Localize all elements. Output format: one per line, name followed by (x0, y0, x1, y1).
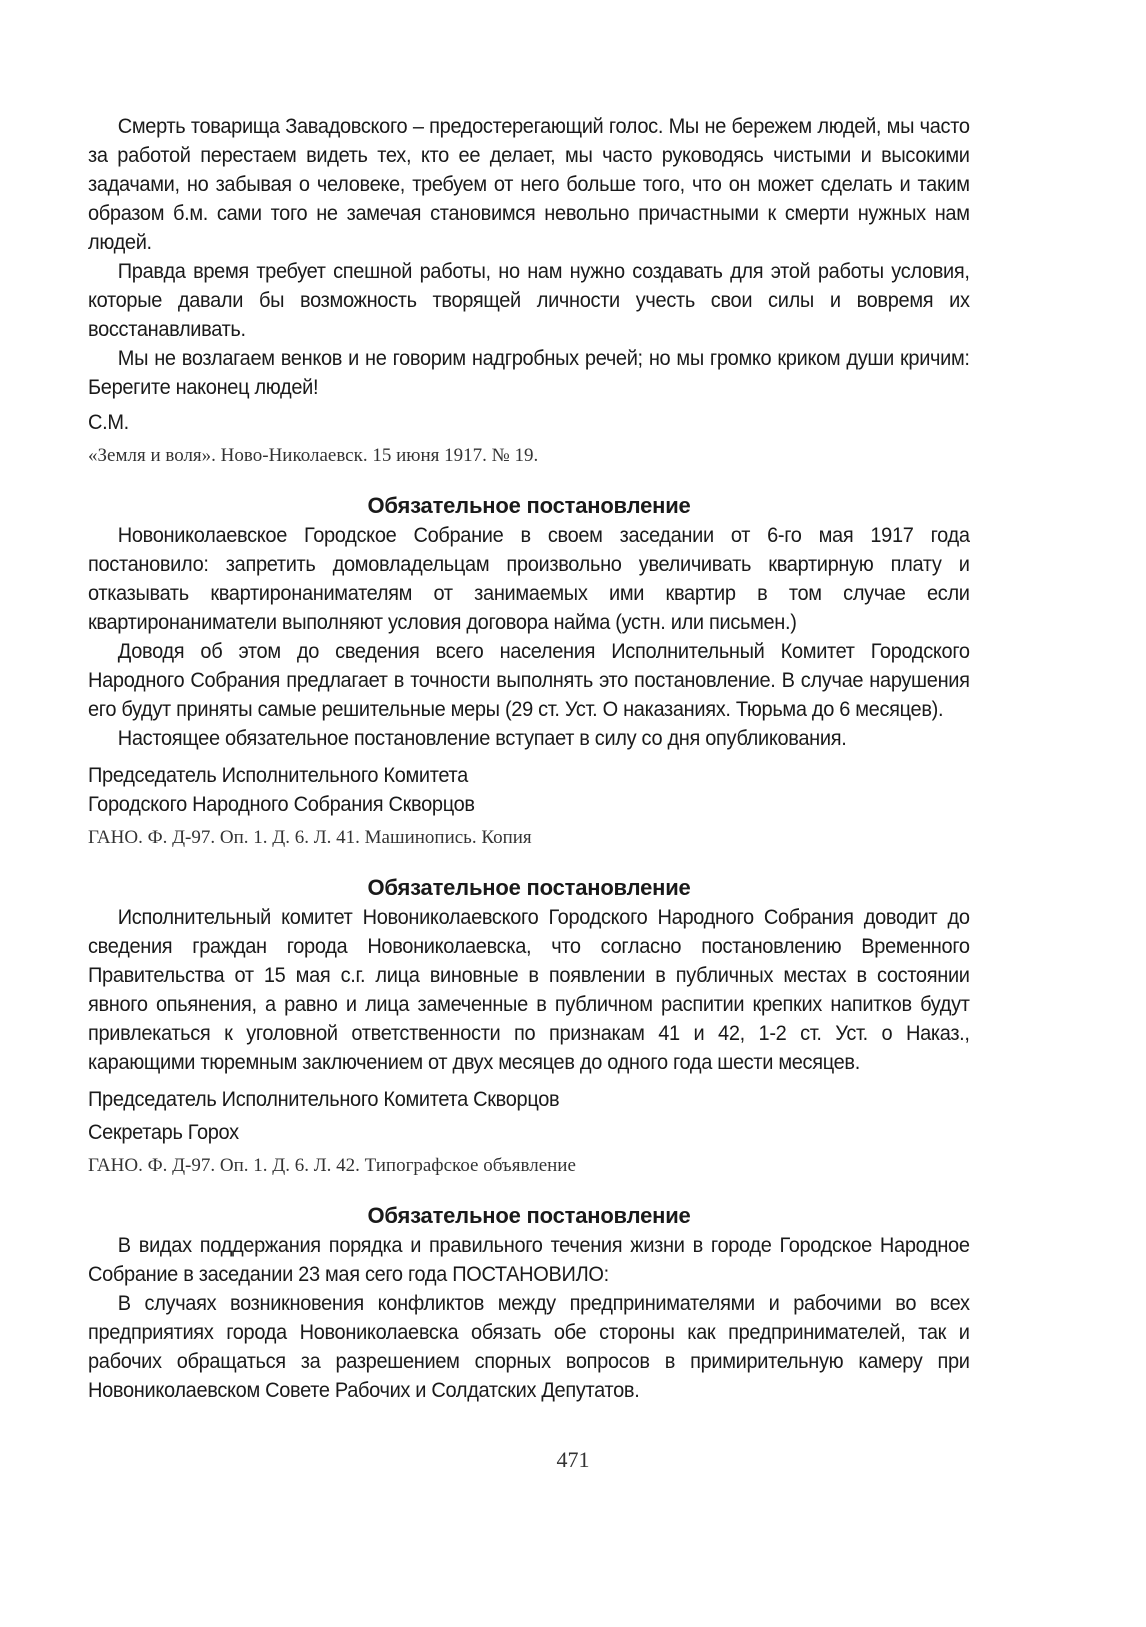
section-2-signature-line-1: Председатель Исполнительного Комитета Скворцов (88, 1087, 560, 1111)
section-3 (88, 1201, 970, 1405)
page-number: 471 (556, 1447, 590, 1472)
intro-signature: С.М. (88, 410, 129, 434)
section-1 (88, 491, 970, 851)
section-1-signature-line-2: Городского Народного Собрания Скворцов (88, 792, 475, 816)
section-2-title: Обязательное постановление (367, 875, 691, 900)
section-1-title: Обязательное постановление (367, 493, 691, 518)
intro-paragraph-1: Смерть товарища Завадовского – предостерегающий голос. Мы не бережем людей, мы часто за работой перестаем видеть тех, кто ее делает, мы часто руководясь чистыми и высокими задачами, но забывая о человеке, требуем от него больше того, что он может сделать и таким образом б.м. сами того не замечая становимся невольно причастными к смерти нужных нам людей. (88, 114, 970, 254)
section-1-source: ГАНО. Ф. Д-97. Оп. 1. Д. 6. Л. 41. Машинопись. Копия (88, 827, 532, 848)
section-2-signature-line-2: Секретарь Горох (88, 1120, 239, 1144)
intro-article (88, 112, 970, 469)
section-3-title: Обязательное постановление (367, 1203, 691, 1228)
section-3-paragraph-2: В случаях возникновения конфликтов между предпринимателями и рабочими во всех предприятиях города Новониколаевска обязать обе стороны как предпринимателей, так и рабочих обращаться за разрешением спорных вопросов в примирительную камеру при Новониколаевском Совете Рабочих и Солдатских Депутатов. (88, 1291, 970, 1402)
intro-paragraph-3: Мы не возлагаем венков и не говорим надгробных речей; но мы громко криком души кричим: Берегите наконец людей! (88, 346, 970, 399)
section-1-paragraph-1: Новониколаевское Городское Собрание в своем заседании от 6-го мая 1917 года постановило: запретить домовладельцам произвольно увеличивать квартирную плату и отказывать квартиронанимателям от занимаемых ими квартир в том случае если квартиронаниматели выполняют условия договора найма (устн. или письмен.) (88, 523, 970, 634)
section-1-paragraph-3: Настоящее обязательное постановление вступает в силу со дня опубликования. (117, 726, 847, 750)
section-2-paragraph-1: Исполнительный комитет Новониколаевского Городского Народного Собрания доводит до сведения граждан города Новониколаевска, что согласно постановлению Временного Правительства от 15 мая с.г. лица виновные в появлении в публичных местах в состоянии явного опьянения, а равно и лица замеченные в публичном распитии крепких напитков будут привлекаться к уголовной ответственности по признакам 41 и 42, 1-2 ст. Уст. о Наказ., карающими тюремным заключением от двух месяцев до одного года шести месяцев. (88, 905, 970, 1074)
section-1-signature-line-1: Председатель Исполнительного Комитета (88, 763, 468, 787)
intro-paragraph-2: Правда время требует спешной работы, но нам нужно создавать для этой работы условия, которые давали бы возможность творящей личности учесть свои силы и вовремя их восстанавливать. (88, 259, 970, 341)
intro-source: «Земля и воля». Ново-Николаевск. 15 июня 1917. № 19. (88, 445, 539, 466)
section-2 (88, 873, 970, 1179)
section-1-paragraph-2: Доводя об этом до сведения всего населения Исполнительный Комитет Городского Народного Собрания предлагает в точности выполнять это постановление. В случае нарушения его будут приняты самые решительные меры (29 ст. Уст. О наказаниях. Тюрьма до 6 месяцев). (88, 639, 970, 721)
document-page (88, 112, 970, 1405)
section-3-paragraph-1: В видах поддержания порядка и правильного течения жизни в городе Городское Народное Собрание в заседании 23 мая сего года ПОСТАНОВИЛО: (88, 1233, 970, 1286)
section-2-source: ГАНО. Ф. Д-97. Оп. 1. Д. 6. Л. 42. Типографское объявление (88, 1155, 576, 1176)
